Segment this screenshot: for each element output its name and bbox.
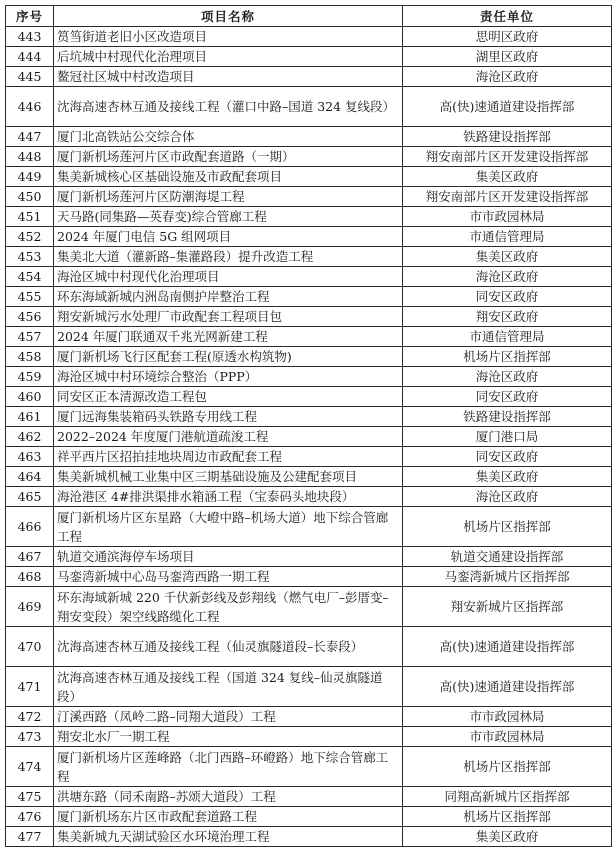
project-name: 祥平西片区招拍挂地块周边市政配套工程 <box>54 447 403 467</box>
responsible-unit: 同翔高新城片区指挥部 <box>403 787 612 807</box>
row-number: 453 <box>6 247 54 267</box>
project-name: 海沧区城中村现代化治理项目 <box>54 267 403 287</box>
row-number: 456 <box>6 307 54 327</box>
table-row <box>6 247 612 267</box>
responsible-unit: 集美区政府 <box>403 467 612 487</box>
table-row <box>6 187 612 207</box>
project-name: 鳌冠社区城中村改造项目 <box>54 67 403 87</box>
row-number: 450 <box>6 187 54 207</box>
responsible-unit: 轨道交通建设指挥部 <box>403 547 612 567</box>
table-row <box>6 287 612 307</box>
responsible-unit: 翔安区政府 <box>403 307 612 327</box>
responsible-unit: 厦门港口局 <box>403 427 612 447</box>
project-name: 2024 年厦门联通双千兆光网新建工程 <box>54 327 403 347</box>
responsible-unit: 翔安新城片区指挥部 <box>403 587 612 627</box>
responsible-unit: 同安区政府 <box>403 447 612 467</box>
responsible-unit: 铁路建设指挥部 <box>403 127 612 147</box>
project-table <box>5 5 612 847</box>
row-number: 459 <box>6 367 54 387</box>
row-number: 463 <box>6 447 54 467</box>
table-row <box>6 67 612 87</box>
row-number: 448 <box>6 147 54 167</box>
row-number: 443 <box>6 27 54 47</box>
row-number: 473 <box>6 727 54 747</box>
project-name: 后坑城中村现代化治理项目 <box>54 47 403 67</box>
project-name: 筼筜街道老旧小区改造项目 <box>54 27 403 47</box>
responsible-unit: 集美区政府 <box>403 167 612 187</box>
project-name: 集美北大道（灌新路–集灌路段）提升改造工程 <box>54 247 403 267</box>
table-row <box>6 407 612 427</box>
row-number: 465 <box>6 487 54 507</box>
table-row <box>6 267 612 287</box>
row-number: 462 <box>6 427 54 447</box>
row-number: 452 <box>6 227 54 247</box>
responsible-unit: 集美区政府 <box>403 827 612 847</box>
project-name: 海沧港区 4#排洪渠排水箱涵工程（宝泰码头地块段） <box>54 487 403 507</box>
project-name: 轨道交通滨海停车场项目 <box>54 547 403 567</box>
responsible-unit: 同安区政府 <box>403 387 612 407</box>
project-name: 厦门新机场片区东星路（大嶝中路–机场大道）地下综合管廊工程 <box>54 507 403 547</box>
row-number: 468 <box>6 567 54 587</box>
project-name: 厦门新机场东片区市政配套道路工程 <box>54 807 403 827</box>
row-number: 476 <box>6 807 54 827</box>
table-row <box>6 167 612 187</box>
responsible-unit: 市市政园林局 <box>403 707 612 727</box>
responsible-unit: 机场片区指挥部 <box>403 507 612 547</box>
row-number: 455 <box>6 287 54 307</box>
project-name: 2022–2024 年度厦门港航道疏浚工程 <box>54 427 403 447</box>
project-name: 集美新城核心区基础设施及市政配套项目 <box>54 167 403 187</box>
responsible-unit: 集美区政府 <box>403 247 612 267</box>
table-row <box>6 387 612 407</box>
project-name: 厦门北高铁站公交综合体 <box>54 127 403 147</box>
row-number: 474 <box>6 747 54 787</box>
table-row <box>6 127 612 147</box>
table-row <box>6 467 612 487</box>
responsible-unit: 思明区政府 <box>403 27 612 47</box>
table-row <box>6 347 612 367</box>
responsible-unit: 同安区政府 <box>403 287 612 307</box>
project-name: 厦门远海集装箱码头铁路专用线工程 <box>54 407 403 427</box>
responsible-unit: 高(快)速通道建设指挥部 <box>403 627 612 667</box>
header-project-name: 项目名称 <box>54 6 403 27</box>
table-row <box>6 427 612 447</box>
project-name: 汀溪西路（凤岭二路–同翔大道段）工程 <box>54 707 403 727</box>
project-name: 集美新城机械工业集中区三期基础设施及公建配套项目 <box>54 467 403 487</box>
table-row <box>6 547 612 567</box>
table-row <box>6 667 612 707</box>
row-number: 475 <box>6 787 54 807</box>
responsible-unit: 高(快)速通道建设指挥部 <box>403 667 612 707</box>
table-row <box>6 487 612 507</box>
row-number: 449 <box>6 167 54 187</box>
responsible-unit: 翔安南部片区开发建设指挥部 <box>403 187 612 207</box>
table-row <box>6 27 612 47</box>
row-number: 444 <box>6 47 54 67</box>
row-number: 451 <box>6 207 54 227</box>
row-number: 461 <box>6 407 54 427</box>
project-name: 海沧区城中村环境综合整治（PPP） <box>54 367 403 387</box>
project-name: 同安区正本清源改造工程包 <box>54 387 403 407</box>
row-number: 447 <box>6 127 54 147</box>
project-name: 厦门新机场飞行区配套工程(原透水构筑物) <box>54 347 403 367</box>
table-row <box>6 727 612 747</box>
table-row <box>6 507 612 547</box>
project-name: 环东海域新城 220 千伏新彭线及彭翔线（燃气电厂–彭厝变–翔安变段）架空线路缆化工程 <box>54 587 403 627</box>
table-row <box>6 787 612 807</box>
header-row <box>6 6 612 27</box>
responsible-unit: 海沧区政府 <box>403 267 612 287</box>
project-name: 翔安新城污水处理厂市政配套工程项目包 <box>54 307 403 327</box>
responsible-unit: 马銮湾新城片区指挥部 <box>403 567 612 587</box>
table-row <box>6 627 612 667</box>
responsible-unit: 翔安南部片区开发建设指挥部 <box>403 147 612 167</box>
responsible-unit: 市通信管理局 <box>403 227 612 247</box>
row-number: 466 <box>6 507 54 547</box>
responsible-unit: 高(快)速通道建设指挥部 <box>403 87 612 127</box>
row-number: 470 <box>6 627 54 667</box>
row-number: 445 <box>6 67 54 87</box>
table-row <box>6 307 612 327</box>
project-name: 洪塘东路（同禾南路–苏颂大道段）工程 <box>54 787 403 807</box>
row-number: 457 <box>6 327 54 347</box>
table-row <box>6 567 612 587</box>
table-row <box>6 87 612 127</box>
table-row <box>6 227 612 247</box>
responsible-unit: 机场片区指挥部 <box>403 747 612 787</box>
responsible-unit: 湖里区政府 <box>403 47 612 67</box>
project-name: 厦门新机场莲河片区市政配套道路（一期） <box>54 147 403 167</box>
table-row <box>6 207 612 227</box>
project-name: 马銮湾新城中心岛马銮湾西路一期工程 <box>54 567 403 587</box>
table-row <box>6 147 612 167</box>
project-name: 集美新城九天湖试验区水环境治理工程 <box>54 827 403 847</box>
row-number: 477 <box>6 827 54 847</box>
table-row <box>6 447 612 467</box>
header-responsible-unit: 责任单位 <box>403 6 612 27</box>
table-body <box>6 27 612 847</box>
table-row <box>6 587 612 627</box>
project-name: 2024 年厦门电信 5G 组网项目 <box>54 227 403 247</box>
responsible-unit: 机场片区指挥部 <box>403 807 612 827</box>
table-header <box>6 6 612 27</box>
responsible-unit: 海沧区政府 <box>403 487 612 507</box>
responsible-unit: 市市政园林局 <box>403 207 612 227</box>
header-number: 序号 <box>6 6 54 27</box>
table-row <box>6 807 612 827</box>
row-number: 446 <box>6 87 54 127</box>
project-name: 沈海高速杏林互通及接线工程（仙灵旗隧道段–长泰段） <box>54 627 403 667</box>
row-number: 472 <box>6 707 54 727</box>
table-row <box>6 327 612 347</box>
row-number: 460 <box>6 387 54 407</box>
table-row <box>6 747 612 787</box>
row-number: 454 <box>6 267 54 287</box>
project-name: 翔安北水厂一期工程 <box>54 727 403 747</box>
project-name: 沈海高速杏林互通及接线工程（灌口中路–国道 324 复线段） <box>54 87 403 127</box>
project-name: 沈海高速杏林互通及接线工程（国道 324 复线–仙灵旗隧道段） <box>54 667 403 707</box>
project-name: 厦门新机场莲河片区防潮海堤工程 <box>54 187 403 207</box>
row-number: 464 <box>6 467 54 487</box>
row-number: 469 <box>6 587 54 627</box>
responsible-unit: 机场片区指挥部 <box>403 347 612 367</box>
responsible-unit: 铁路建设指挥部 <box>403 407 612 427</box>
project-name: 厦门新机场片区莲峰路（北门西路–环嶝路）地下综合管廊工程 <box>54 747 403 787</box>
project-name: 天马路(同集路—英春变)综合管廊工程 <box>54 207 403 227</box>
responsible-unit: 市通信管理局 <box>403 327 612 347</box>
table-row <box>6 707 612 727</box>
responsible-unit: 海沧区政府 <box>403 367 612 387</box>
row-number: 458 <box>6 347 54 367</box>
responsible-unit: 海沧区政府 <box>403 67 612 87</box>
table-row <box>6 827 612 847</box>
row-number: 471 <box>6 667 54 707</box>
responsible-unit: 市市政园林局 <box>403 727 612 747</box>
table-row <box>6 367 612 387</box>
row-number: 467 <box>6 547 54 567</box>
table-row <box>6 47 612 67</box>
project-name: 环东海域新城内洲岛南侧护岸整治工程 <box>54 287 403 307</box>
